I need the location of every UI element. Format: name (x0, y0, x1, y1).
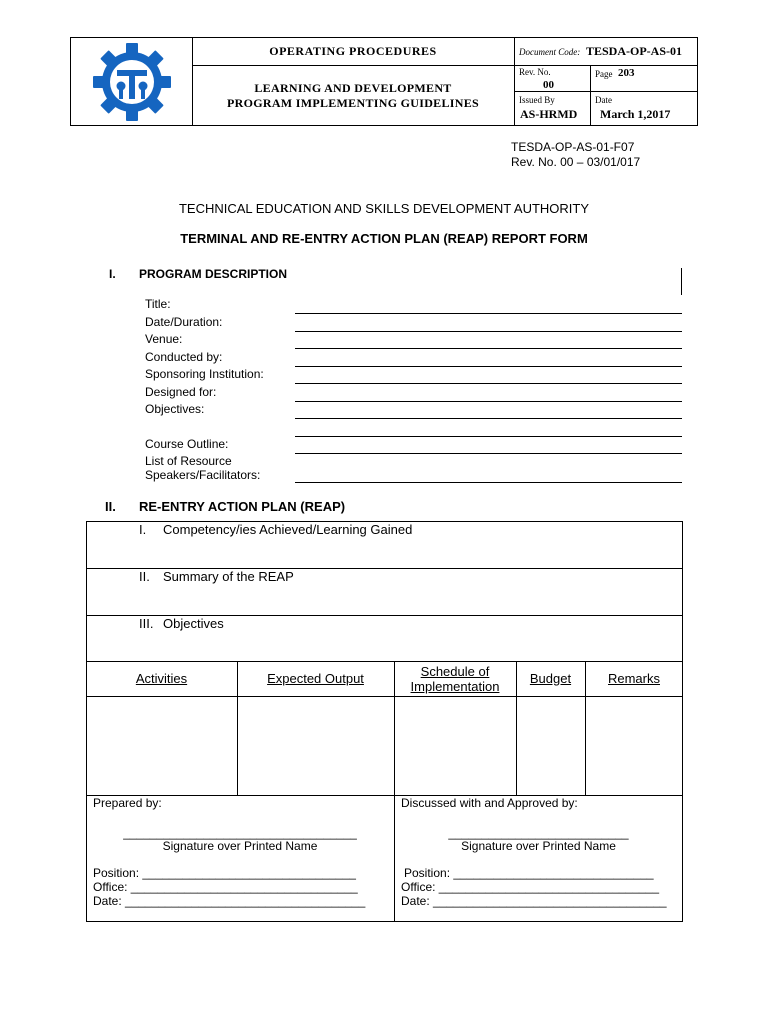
approved-signature-line[interactable]: ___________________________ (448, 826, 629, 840)
conducted-by-input-line[interactable] (295, 366, 682, 367)
doc-code-value: TESDA-OP-AS-01 (586, 44, 683, 58)
document-header (70, 37, 698, 126)
prepared-office-field[interactable]: Office: __________________________________ (93, 880, 358, 894)
resource-speakers-input-line[interactable] (295, 482, 682, 483)
field-resource-label-1: List of Resource (145, 454, 232, 468)
field-venue-label: Venue: (145, 332, 183, 346)
form-code: TESDA-OP-AS-01-F07 (511, 140, 635, 154)
col-schedule-line-1: Schedule of (420, 664, 490, 679)
reap-row-1-number: I. (139, 522, 147, 537)
title-input-line[interactable] (295, 313, 682, 314)
field-conducted-by-label: Conducted by: (145, 350, 223, 364)
reap-row-3-label: Objectives (163, 616, 224, 631)
section-2-title: RE-ENTRY ACTION PLAN (REAP) (139, 499, 346, 514)
field-objectives-label: Objectives: (145, 402, 205, 416)
reap-row-2-label: Summary of the REAP (163, 569, 294, 584)
approved-position-field[interactable]: Position: ______________________________ (404, 866, 654, 880)
field-resource-label-2: Speakers/Facilitators: (145, 468, 261, 482)
agency-name: TECHNICAL EDUCATION AND SKILLS DEVELOPMENT AUTHORITY (178, 201, 590, 216)
rev-label: Rev. No. (519, 67, 551, 77)
page-value: 203 (618, 67, 635, 79)
col-activities: Activities (135, 671, 188, 686)
approved-date-field[interactable]: Date: ___________________________________ (401, 894, 667, 908)
field-title-label: Title: (145, 297, 171, 311)
date-duration-input-line[interactable] (295, 331, 682, 332)
field-sponsoring-label: Sponsoring Institution: (145, 367, 264, 381)
designed-for-input-line[interactable] (295, 401, 682, 402)
reap-row-1-label: Competency/ies Achieved/Learning Gained (163, 522, 413, 537)
prepared-signature-line[interactable]: ___________________________________ (123, 826, 357, 840)
course-outline-input-line[interactable] (295, 453, 682, 454)
approved-signature-caption: Signature over Printed Name (461, 839, 616, 853)
issued-by-value: AS-HRMD (520, 107, 578, 121)
prepared-position-field[interactable]: Position: ________________________________ (93, 866, 356, 880)
tesda-logo-icon (82, 43, 182, 121)
field-date-duration-label: Date/Duration: (145, 315, 223, 329)
form-title: TERMINAL AND RE-ENTRY ACTION PLAN (REAP) REPORT FORM (180, 231, 588, 246)
reap-row-2-number: II. (139, 569, 150, 584)
field-designed-for-label: Designed for: (145, 385, 217, 399)
field-course-outline-label: Course Outline: (145, 437, 229, 451)
section-1-number: I. (109, 267, 116, 281)
issued-by-label: Issued By (519, 95, 555, 105)
subject-line-1: LEARNING AND DEVELOPMENT (254, 81, 452, 95)
venue-input-line[interactable] (295, 348, 682, 349)
approved-office-field[interactable]: Office: _________________________________ (401, 880, 660, 894)
doc-code-label: Document Code: (519, 47, 581, 57)
col-expected-output: Expected Output (267, 671, 364, 686)
prepared-signature-caption: Signature over Printed Name (162, 839, 318, 853)
page-label: Page (595, 69, 613, 79)
date-label: Date (595, 95, 612, 105)
objectives-input-line-1[interactable] (295, 418, 682, 419)
sponsoring-input-line[interactable] (295, 383, 682, 384)
col-remarks: Remarks (607, 671, 660, 686)
objectives-input-line-2[interactable] (295, 436, 682, 437)
form-revision: Rev. No. 00 – 03/01/017 (511, 155, 641, 169)
operating-procedures-label: OPERATING PROCEDURES (269, 44, 437, 58)
margin-mark (681, 268, 682, 295)
col-schedule-line-2: Implementation (410, 679, 500, 694)
prepared-by-label: Prepared by: (93, 796, 162, 810)
col-budget: Budget (529, 671, 572, 686)
section-2-number: II. (105, 499, 116, 514)
subject-line-2: PROGRAM IMPLEMENTING GUIDELINES (227, 96, 479, 110)
reap-row-3-number: III. (139, 616, 154, 631)
date-value: March 1,2017 (600, 107, 671, 121)
prepared-date-field[interactable]: Date: ____________________________________ (93, 894, 366, 908)
approved-by-label: Discussed with and Approved by: (401, 796, 578, 810)
rev-value: 00 (543, 79, 554, 91)
section-1-title: PROGRAM DESCRIPTION (139, 267, 288, 281)
